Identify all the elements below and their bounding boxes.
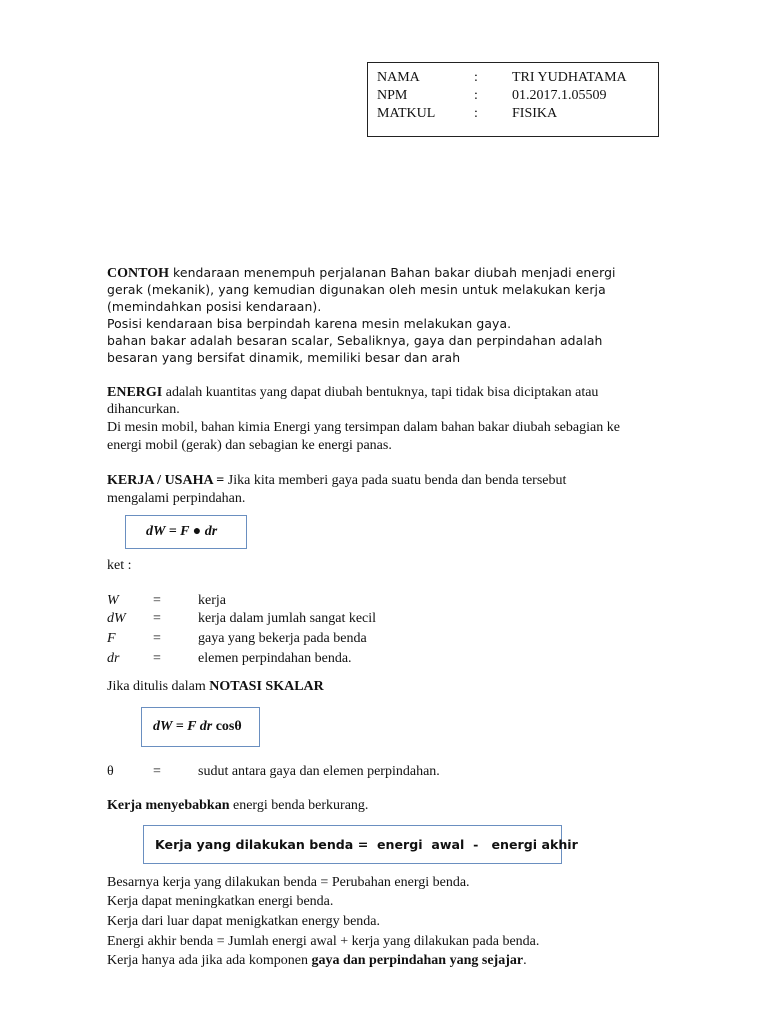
theta-row [107, 764, 507, 782]
identity-row-npm [377, 88, 657, 106]
contoh-line-2: gerak (mekanik), yang kemudian digunakan oleh mesin untuk melakukan kerja [107, 282, 606, 297]
contoh-line-6: besaran yang bersifat dinamik, memiliki besar dan arah [107, 350, 461, 365]
closing-line-3: Kerja dari luar dapat menigkatkan energy benda. [107, 914, 381, 929]
identity-value: TRI YUDHATAMA [512, 70, 627, 85]
identity-row-nama [377, 70, 657, 88]
ket-equals: = [153, 631, 161, 646]
theta-symbol: θ [107, 764, 114, 779]
ket-label: ket : [107, 558, 132, 573]
ket-description: kerja dalam jumlah sangat kecil [198, 611, 377, 626]
contoh-text: kendaraan menempuh perjalanan Bahan bakar diubah menjadi energi [168, 265, 616, 280]
ket-description: elemen perpindahan benda. [198, 651, 352, 666]
identity-key: NPM [377, 88, 408, 103]
notasi-line [107, 678, 324, 695]
ket-row [107, 631, 507, 649]
ket-equals: = [153, 611, 161, 626]
energi-line-3: Di mesin mobil, bahan kimia Energi yang tersimpan dalam bahan bakar diubah sebagian ke [107, 420, 620, 435]
identity-colon: : [474, 88, 478, 103]
ket-symbol: F [107, 631, 116, 646]
closing-line-1: Besarnya kerja yang dilakukan benda = Perubahan energi benda. [107, 875, 470, 890]
ket-description: gaya yang bekerja pada benda [198, 631, 367, 646]
theta-description: sudut antara gaya dan elemen perpindahan. [198, 764, 440, 779]
menyebabkan-rest: energi benda berkurang. [229, 798, 369, 813]
menyebabkan-line [107, 797, 368, 814]
identity-key: NAMA [377, 70, 420, 85]
scalar-formula-box [141, 707, 260, 747]
scalar-formula-italic: dW = F dr [153, 719, 216, 734]
identity-value: 01.2017.1.05509 [512, 88, 607, 103]
energi-text: adalah kuantitas yang dapat diubah bentuknya, tapi tidak bisa diciptakan atau [162, 385, 599, 400]
contoh-line-3: (memindahkan posisi kendaraan). [107, 299, 322, 314]
energy-equation: Kerja yang dilakukan benda = energi awal - energi akhir [155, 837, 578, 852]
work-formula: dW = F ● dr [146, 524, 218, 539]
closing-line-5-post: . [523, 953, 527, 968]
ket-row [107, 593, 507, 611]
closing-line-5-bold: gaya dan perpindahan yang sejajar [311, 953, 524, 968]
energi-line-4: energi mobil (gerak) dan sebagian ke energi panas. [107, 438, 392, 453]
contoh-line-4: Posisi kendaraan bisa berpindah karena mesin melakukan gaya. [107, 316, 512, 331]
closing-line-4: Energi akhir benda = Jumlah energi awal + kerja yang dilakukan pada benda. [107, 934, 540, 949]
menyebabkan-bold: Kerja menyebabkan [107, 798, 230, 813]
closing-line-2: Kerja dapat meningkatkan energi benda. [107, 894, 334, 909]
notasi-heading: NOTASI SKALAR [209, 679, 324, 694]
scalar-formula-cos: cosθ [215, 719, 242, 734]
scalar-formula [153, 719, 242, 735]
kerja-heading: KERJA / USAHA = [107, 473, 225, 488]
kerja-line-2: mengalami perpindahan. [107, 491, 246, 506]
identity-colon: : [474, 106, 478, 121]
ket-equals: = [153, 593, 161, 608]
energi-line-1 [107, 384, 598, 401]
ket-row [107, 651, 507, 669]
closing-line-5-pre: Kerja hanya ada jika ada komponen [107, 953, 312, 968]
ket-equals: = [153, 651, 161, 666]
energi-heading: ENERGI [107, 385, 163, 400]
ket-symbol: W [107, 593, 119, 608]
identity-colon: : [474, 70, 478, 85]
identity-key: MATKUL [377, 106, 436, 121]
ket-symbol: dW [107, 611, 126, 626]
identity-row-matkul [377, 106, 657, 124]
kerja-line-1 [107, 472, 566, 489]
ket-description: kerja [198, 593, 226, 608]
closing-line-5 [107, 952, 527, 969]
identity-value: FISIKA [512, 106, 558, 121]
notasi-prefix: Jika ditulis dalam [107, 679, 210, 694]
theta-equals: = [153, 764, 161, 779]
contoh-line-5: bahan bakar adalah besaran scalar, Sebaliknya, gaya dan perpindahan adalah [107, 333, 603, 348]
identity-box [367, 62, 659, 137]
energy-equation-box [143, 825, 578, 864]
work-formula-box [125, 515, 247, 549]
contoh-heading: CONTOH [107, 266, 169, 281]
ket-symbol: dr [107, 651, 120, 666]
contoh-line-1 [107, 264, 616, 282]
ket-row [107, 611, 507, 629]
energi-line-2: dihancurkan. [107, 402, 180, 417]
kerja-text: Jika kita memberi gaya pada suatu benda dan benda tersebut [224, 473, 567, 488]
